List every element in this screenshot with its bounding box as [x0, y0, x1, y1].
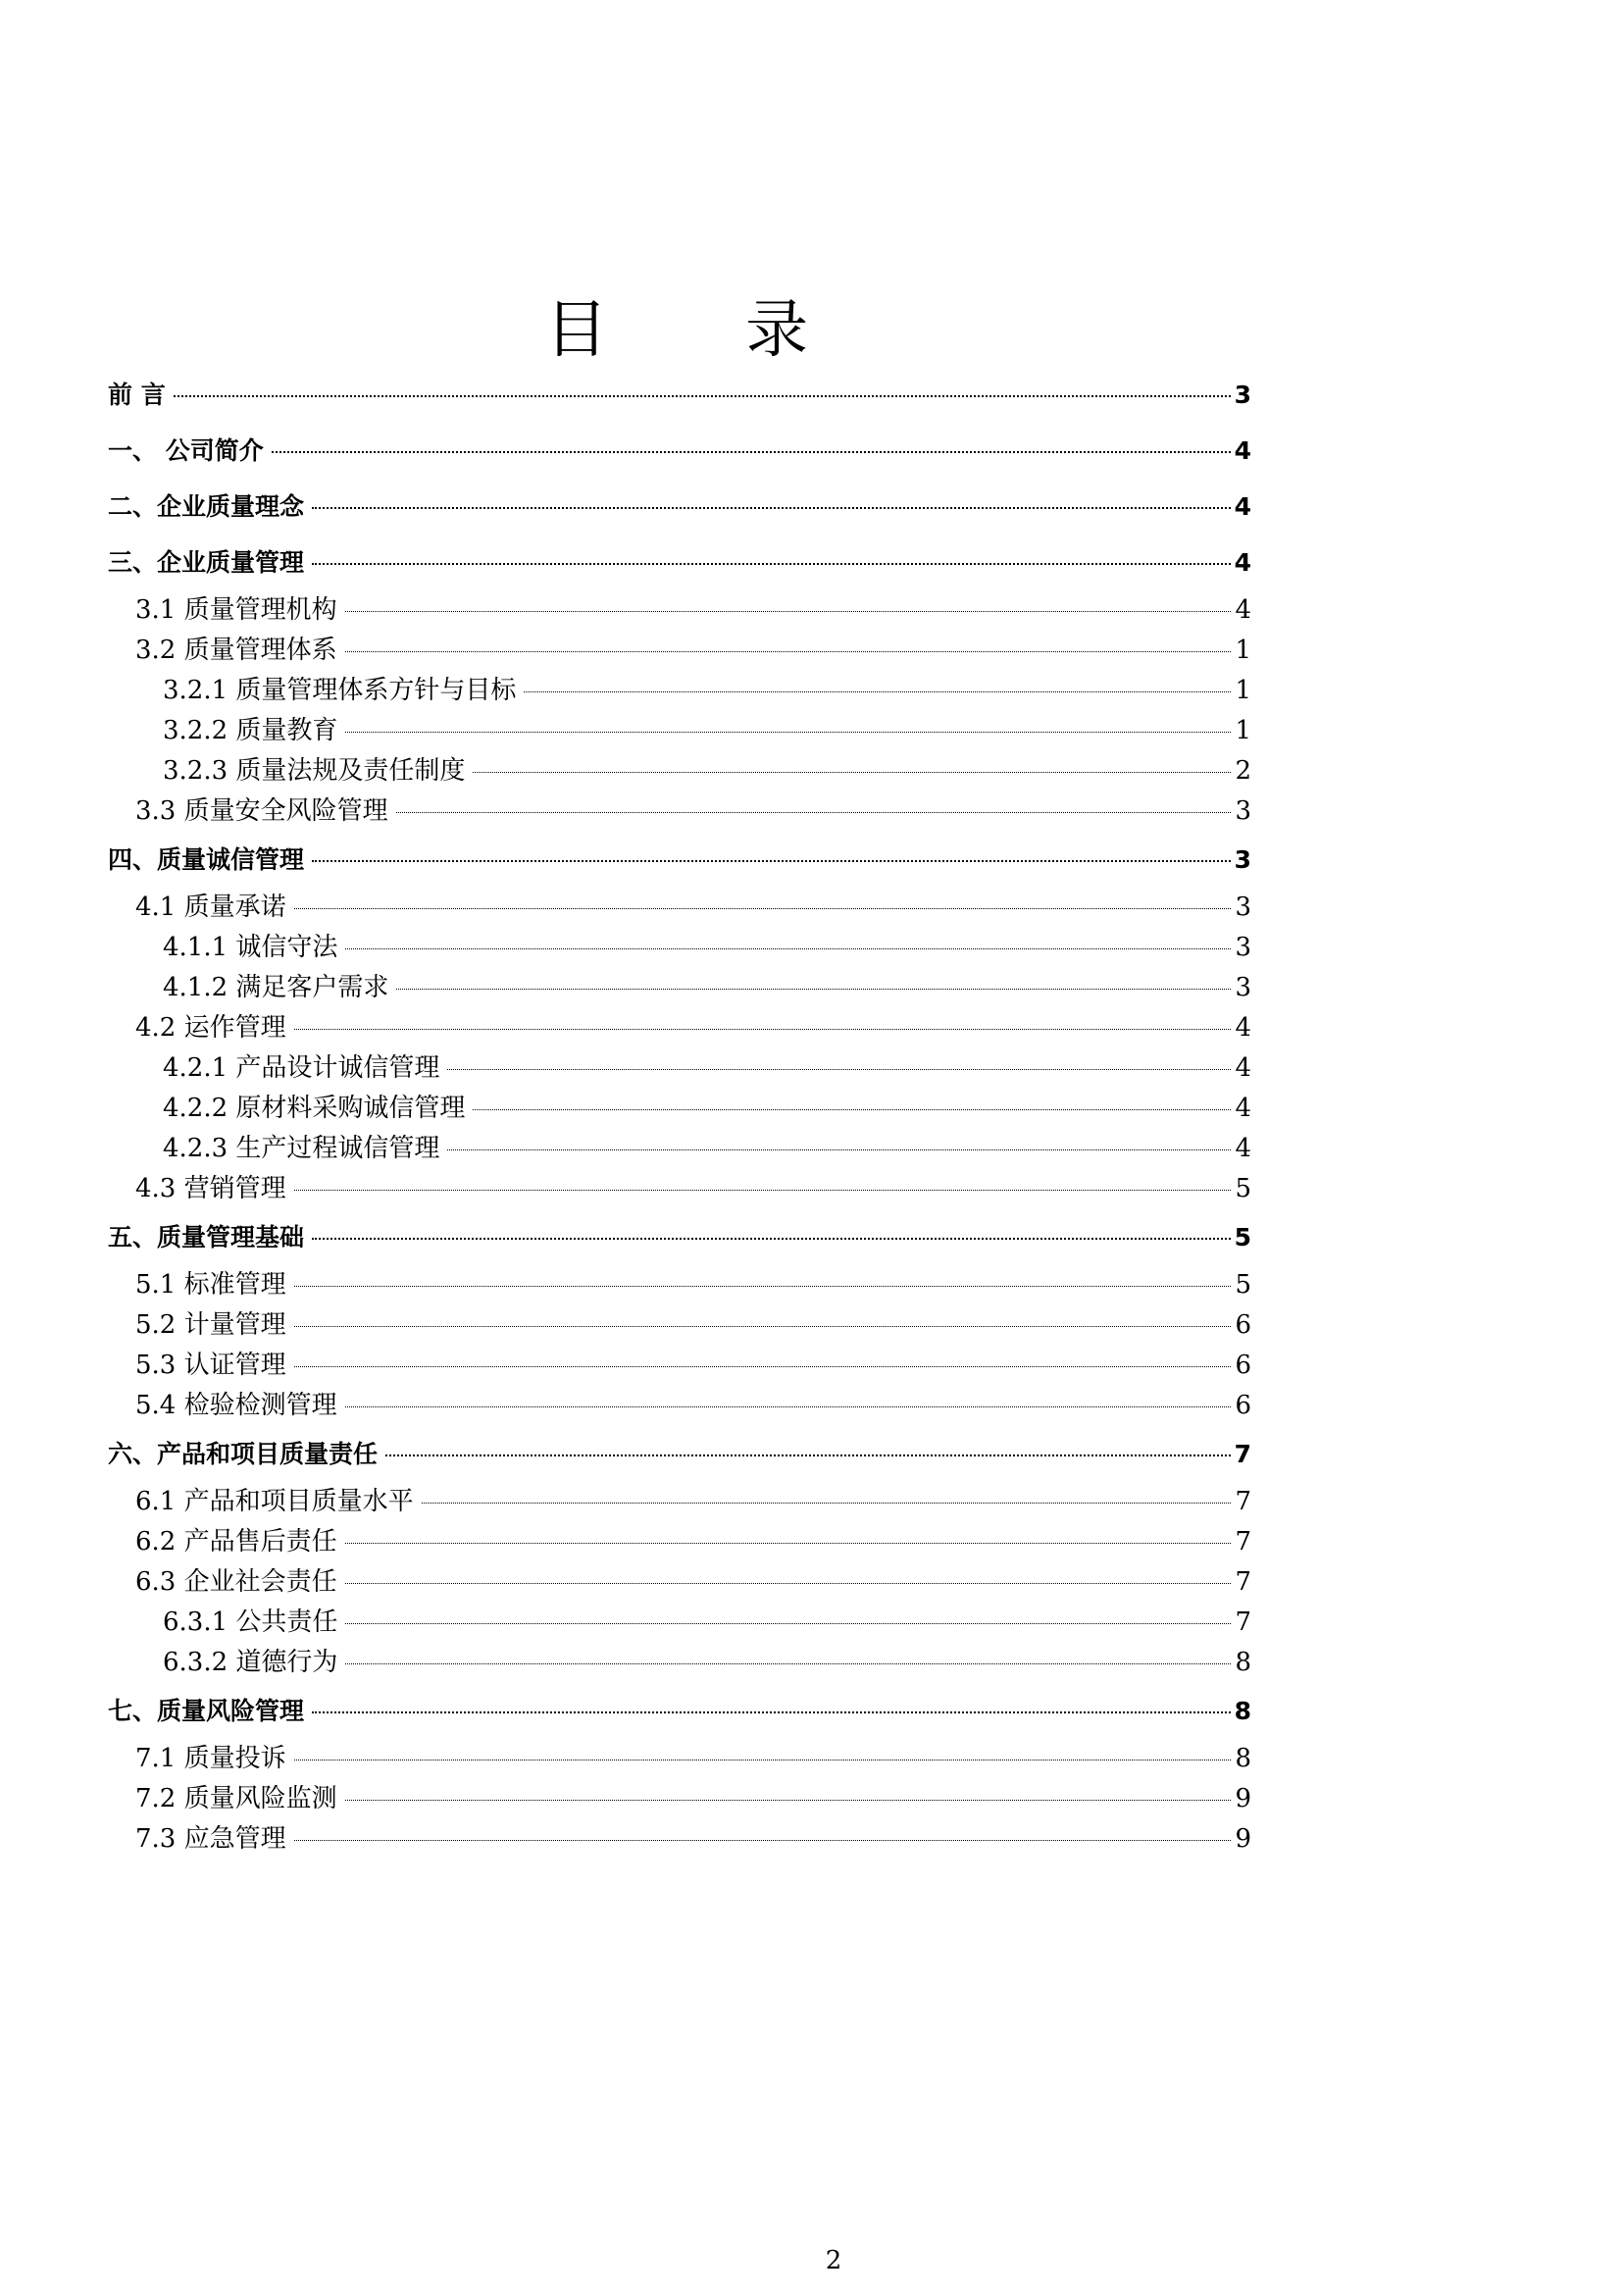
- toc-dot-leader: [345, 948, 1231, 949]
- toc-dot-leader: [312, 860, 1231, 862]
- toc-entry[interactable]: [108, 590, 1251, 631]
- toc-entry-label: 4.1.1 诚信守法: [163, 928, 341, 968]
- toc-entry-label: 7.3 应急管理: [135, 1819, 290, 1860]
- toc-entry-page-number: 7: [1235, 1527, 1251, 1556]
- page-number-footer: 2: [825, 2246, 842, 2275]
- toc-dot-leader: [345, 611, 1232, 612]
- toc-entry[interactable]: [108, 711, 1251, 751]
- toc-entry-page-number: 5: [1235, 1174, 1251, 1203]
- toc-entry[interactable]: [108, 1739, 1251, 1779]
- toc-entry[interactable]: [108, 1129, 1251, 1169]
- toc-entry[interactable]: [108, 1386, 1251, 1426]
- toc-entry[interactable]: [108, 535, 1251, 590]
- toc-entry-page-number: 7: [1235, 1567, 1251, 1597]
- toc-entry-label: 6.3.1 公共责任: [163, 1603, 341, 1643]
- toc-entry[interactable]: [108, 1562, 1251, 1603]
- toc-dot-leader: [312, 507, 1231, 509]
- toc-dot-leader: [396, 989, 1231, 990]
- toc-entry[interactable]: [108, 367, 1251, 423]
- toc-dot-leader: [396, 812, 1232, 813]
- toc-entry-label: 3.2.2 质量教育: [163, 711, 341, 751]
- toc-entry-label: 四、质量诚信管理: [108, 832, 308, 888]
- toc-entry-label: 3.2.3 质量法规及责任制度: [163, 751, 469, 791]
- toc-entry[interactable]: [108, 832, 1251, 888]
- toc-entry[interactable]: [108, 671, 1251, 711]
- toc-entry-page-number: 9: [1235, 1824, 1251, 1854]
- toc-entry[interactable]: [108, 1603, 1251, 1643]
- toc-entry[interactable]: [108, 1482, 1251, 1522]
- toc-dot-leader: [312, 1711, 1231, 1713]
- toc-dot-leader: [174, 395, 1231, 397]
- toc-dot-leader: [312, 563, 1231, 565]
- toc-entry[interactable]: [108, 479, 1251, 535]
- toc-dot-leader: [294, 1029, 1232, 1030]
- toc-dot-leader: [294, 1326, 1232, 1327]
- page-title: 目 录: [544, 293, 868, 367]
- toc-dot-leader: [447, 1069, 1231, 1070]
- toc-dot-leader: [422, 1503, 1232, 1504]
- toc-entry-label: 4.2.3 生产过程诚信管理: [163, 1129, 443, 1169]
- toc-entry[interactable]: [108, 1522, 1251, 1562]
- toc-dot-leader: [345, 1543, 1232, 1544]
- toc-dot-leader: [345, 651, 1232, 652]
- toc-entry[interactable]: [108, 1683, 1251, 1739]
- toc-entry-page-number: 4: [1235, 1013, 1251, 1043]
- toc-entry-page-number: 7: [1235, 1607, 1251, 1637]
- toc-dot-leader: [294, 1366, 1232, 1367]
- toc-entry-label: 7.1 质量投诉: [135, 1739, 290, 1779]
- toc-entry-page-number: 4: [1234, 436, 1251, 465]
- toc-entry-label: 前 言: [108, 367, 170, 423]
- toc-entry-page-number: 4: [1234, 548, 1251, 577]
- toc-dot-leader: [345, 1583, 1232, 1584]
- toc-dot-leader: [294, 1840, 1232, 1841]
- toc-dot-leader: [447, 1149, 1231, 1150]
- toc-entry-page-number: 3: [1235, 796, 1251, 826]
- toc-entry-page-number: 7: [1234, 1440, 1251, 1468]
- toc-dot-leader: [473, 772, 1231, 773]
- toc-entry-page-number: 6: [1235, 1391, 1251, 1420]
- toc-entry-label: 三、企业质量管理: [108, 535, 308, 590]
- toc-entry-label: 3.2.1 质量管理体系方针与目标: [163, 671, 520, 711]
- toc-entry-page-number: 9: [1235, 1784, 1251, 1813]
- toc-entry-label: 6.1 产品和项目质量水平: [135, 1482, 418, 1522]
- toc-dot-leader: [312, 1238, 1231, 1240]
- toc-entry[interactable]: [108, 1265, 1251, 1305]
- toc-dot-leader: [294, 1286, 1232, 1287]
- toc-entry[interactable]: [108, 1008, 1251, 1048]
- toc-entry-label: 六、产品和项目质量责任: [108, 1426, 381, 1482]
- toc-dot-leader: [473, 1109, 1231, 1110]
- toc-entry-page-number: 3: [1235, 933, 1251, 962]
- toc-dot-leader: [345, 732, 1231, 733]
- toc-entry-page-number: 1: [1235, 676, 1251, 705]
- toc-entry[interactable]: [108, 1819, 1251, 1860]
- toc-entry-page-number: 3: [1235, 893, 1251, 922]
- toc-entry-page-number: 1: [1235, 716, 1251, 745]
- toc-entry[interactable]: [108, 888, 1251, 928]
- toc-entry-page-number: 4: [1235, 1094, 1251, 1123]
- toc-dot-leader: [524, 691, 1231, 692]
- toc-entry[interactable]: [108, 1089, 1251, 1129]
- table-of-contents: [108, 367, 1251, 1860]
- toc-dot-leader: [345, 1623, 1231, 1624]
- toc-dot-leader: [345, 1663, 1231, 1664]
- toc-entry[interactable]: [108, 631, 1251, 671]
- toc-entry-label: 3.1 质量管理机构: [135, 590, 341, 631]
- toc-dot-leader: [294, 908, 1232, 909]
- toc-entry-page-number: 2: [1235, 756, 1251, 786]
- toc-entry-page-number: 4: [1235, 1053, 1251, 1083]
- toc-entry-label: 3.2 质量管理体系: [135, 631, 341, 671]
- toc-entry[interactable]: [108, 1048, 1251, 1089]
- toc-entry-page-number: 4: [1235, 1134, 1251, 1163]
- toc-entry-page-number: 5: [1234, 1223, 1251, 1251]
- toc-entry-page-number: 3: [1234, 381, 1251, 409]
- toc-entry[interactable]: [108, 1305, 1251, 1346]
- toc-entry[interactable]: [108, 1643, 1251, 1683]
- toc-entry-label: 4.2.2 原材料采购诚信管理: [163, 1089, 469, 1129]
- toc-entry-page-number: 8: [1234, 1697, 1251, 1725]
- toc-entry-label: 5.3 认证管理: [135, 1346, 290, 1386]
- toc-entry[interactable]: [108, 1209, 1251, 1265]
- toc-entry-page-number: 4: [1234, 492, 1251, 521]
- toc-entry-label: 6.3.2 道德行为: [163, 1643, 341, 1683]
- toc-entry-page-number: 8: [1235, 1648, 1251, 1677]
- toc-entry[interactable]: [108, 1426, 1251, 1482]
- toc-entry-label: 4.2 运作管理: [135, 1008, 290, 1048]
- toc-entry-label: 4.1 质量承诺: [135, 888, 290, 928]
- toc-entry-label: 5.4 检验检测管理: [135, 1386, 341, 1426]
- toc-entry-page-number: 5: [1235, 1270, 1251, 1300]
- toc-entry-label: 4.3 营销管理: [135, 1169, 290, 1209]
- toc-entry[interactable]: [108, 791, 1251, 832]
- toc-dot-leader: [272, 451, 1231, 453]
- toc-entry[interactable]: [108, 928, 1251, 968]
- toc-entry-label: 五、质量管理基础: [108, 1209, 308, 1265]
- toc-entry-label: 5.2 计量管理: [135, 1305, 290, 1346]
- toc-dot-leader: [345, 1406, 1232, 1407]
- toc-entry-page-number: 1: [1235, 636, 1251, 665]
- toc-entry-page-number: 4: [1235, 595, 1251, 625]
- toc-entry-page-number: 6: [1235, 1351, 1251, 1380]
- toc-entry-page-number: 8: [1235, 1744, 1251, 1773]
- toc-entry-page-number: 7: [1235, 1487, 1251, 1516]
- toc-entry-page-number: 3: [1235, 973, 1251, 1002]
- toc-entry-label: 7.2 质量风险监测: [135, 1779, 341, 1819]
- toc-entry-page-number: 3: [1234, 845, 1251, 874]
- toc-entry[interactable]: [108, 423, 1251, 479]
- toc-dot-leader: [385, 1454, 1231, 1456]
- toc-entry-page-number: 6: [1235, 1310, 1251, 1340]
- toc-entry-label: 七、质量风险管理: [108, 1683, 308, 1739]
- toc-entry-label: 6.3 企业社会责任: [135, 1562, 341, 1603]
- toc-entry-label: 4.1.2 满足客户需求: [163, 968, 392, 1008]
- toc-entry-label: 5.1 标准管理: [135, 1265, 290, 1305]
- toc-entry-label: 3.3 质量安全风险管理: [135, 791, 392, 832]
- toc-entry-label: 6.2 产品售后责任: [135, 1522, 341, 1562]
- toc-entry-label: 二、企业质量理念: [108, 479, 308, 535]
- toc-entry[interactable]: [108, 1169, 1251, 1209]
- toc-entry[interactable]: [108, 751, 1251, 791]
- toc-entry[interactable]: [108, 968, 1251, 1008]
- toc-dot-leader: [345, 1800, 1232, 1801]
- toc-dot-leader: [294, 1190, 1232, 1191]
- toc-entry[interactable]: [108, 1779, 1251, 1819]
- toc-entry[interactable]: [108, 1346, 1251, 1386]
- toc-entry-label: 一、 公司简介: [108, 423, 268, 479]
- toc-entry-label: 4.2.1 产品设计诚信管理: [163, 1048, 443, 1089]
